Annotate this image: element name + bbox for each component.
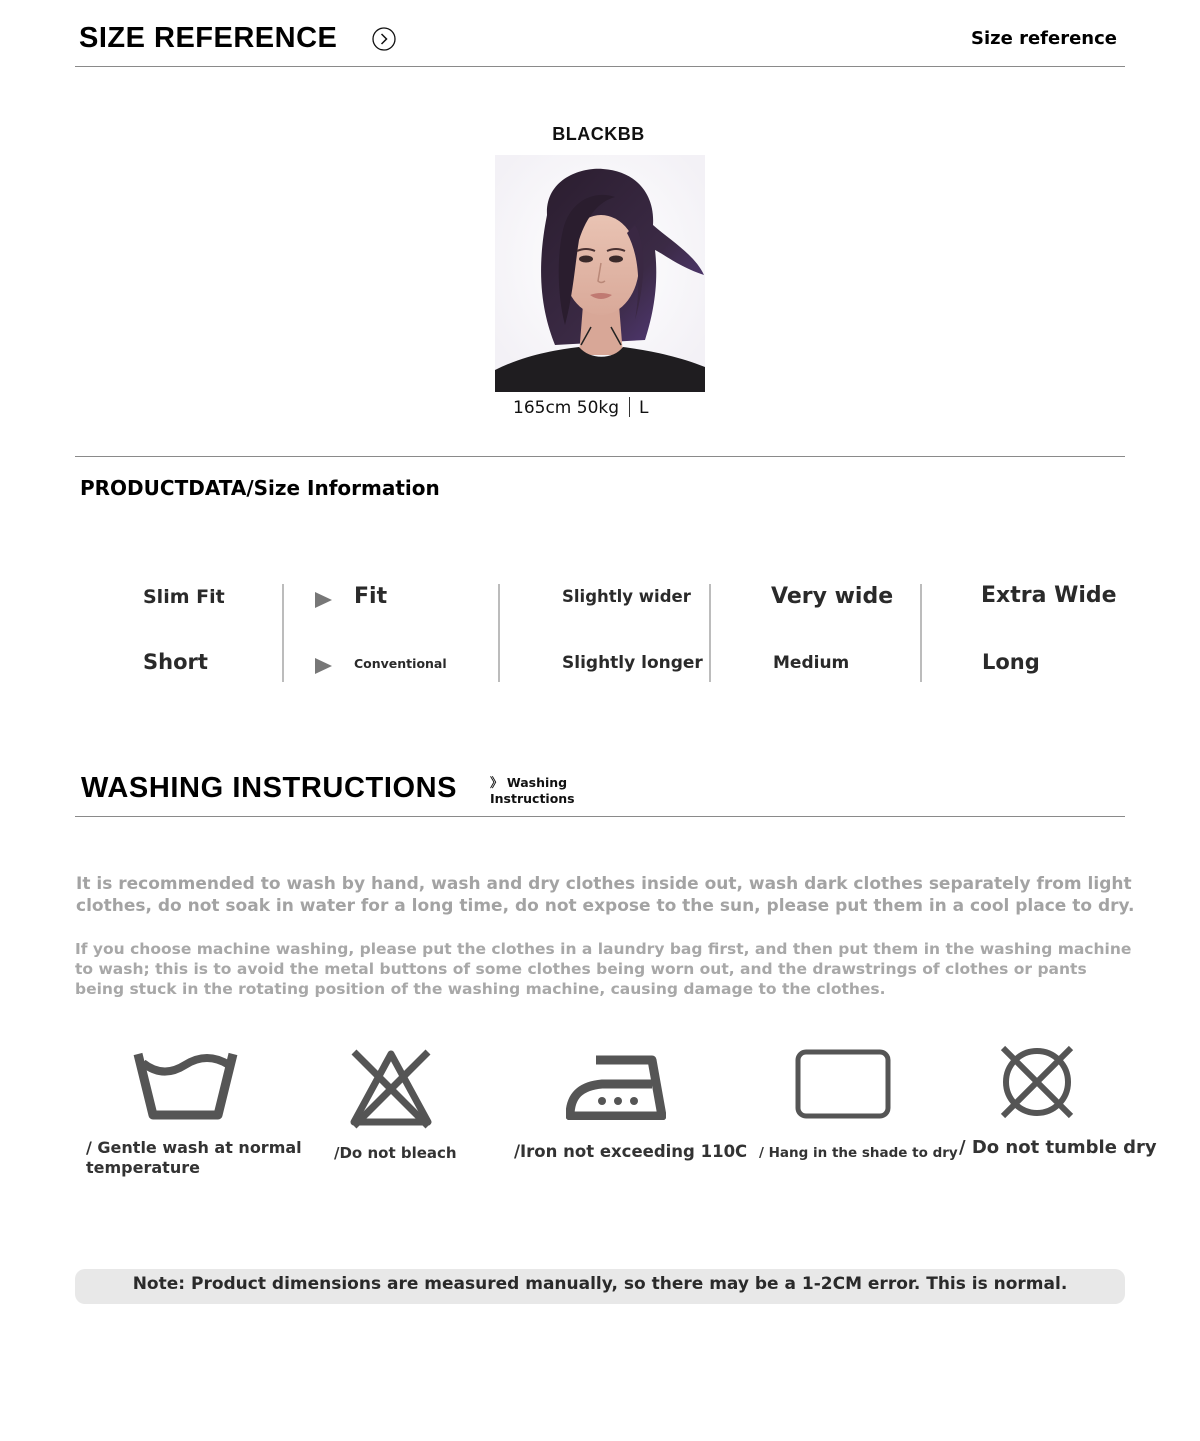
iron-icon	[566, 1052, 666, 1120]
fit-length-option: Medium	[773, 653, 850, 673]
chevron-right-circle-icon	[372, 27, 396, 51]
fit-width-option: Extra Wide	[981, 583, 1117, 608]
fit-width-option: Slightly wider	[562, 587, 691, 606]
washing-subtitle	[490, 775, 575, 807]
double-chevron-icon: 》	[490, 775, 503, 790]
brand-name: BLACKBB	[552, 124, 645, 144]
note-text: Note: Product dimensions are measured manually, so there may be a 1-2CM error. This is normal.	[132, 1274, 1068, 1294]
fit-length-option: Short	[143, 650, 208, 674]
fit-width-option: Slim Fit	[143, 586, 225, 608]
washing-paragraph-hand: It is recommended to wash by hand, wash and dry clothes inside out, wash dark clothes separately from light clothes, do not soak in water for a long time, do not expose to the sun, please put them in a cool place to dry.	[76, 874, 1135, 916]
model-height-weight: 165cm 50kg	[513, 398, 620, 418]
column-divider	[920, 584, 922, 682]
section-title-size-reference: SIZE REFERENCE	[79, 22, 338, 54]
washing-paragraph-machine: If you choose machine washing, please put the clothes in a laundry bag first, and then put them in the washing machine to wash; this is to avoid the metal buttons of some clothes being worn out, and the drawstrings of clothes or pants being stuck in the rotating position of the washing machine, causing damage to the clothes.	[75, 940, 1132, 998]
selected-triangle-icon	[315, 658, 332, 674]
fit-length-option: Slightly longer	[562, 653, 703, 673]
wash-tub-icon	[133, 1049, 238, 1121]
divider	[75, 66, 1125, 67]
fit-width-option: Very wide	[771, 584, 894, 609]
size-reference-label: Size reference	[971, 28, 1117, 49]
model-size: L	[639, 398, 649, 418]
fit-length-option-selected: Conventional	[354, 656, 447, 671]
no-bleach-icon	[348, 1046, 434, 1130]
hang-dry-icon	[795, 1049, 891, 1119]
column-divider	[709, 584, 711, 682]
separator	[629, 397, 630, 417]
model-photo	[495, 155, 705, 392]
care-label-line: temperature	[86, 1158, 200, 1177]
care-label-hang-dry: / Hang in the shade to dry	[759, 1145, 958, 1161]
product-data-title: PRODUCTDATA/Size Information	[80, 476, 440, 500]
care-label-no-bleach: /Do not bleach	[334, 1144, 457, 1162]
selected-triangle-icon	[315, 592, 332, 608]
care-label-no-tumble-dry: / Do not tumble dry	[959, 1137, 1157, 1158]
care-label-gentle-wash	[86, 1138, 302, 1178]
care-label-iron: /Iron not exceeding 110C	[514, 1142, 748, 1161]
washing-subtitle-line2: Instructions	[490, 791, 575, 806]
no-tumble-dry-icon	[998, 1043, 1076, 1121]
divider	[75, 816, 1125, 817]
care-label-line: / Gentle wash at normal	[86, 1138, 302, 1157]
section-title-washing: WASHING INSTRUCTIONS	[81, 772, 458, 804]
washing-subtitle-line1: Washing	[506, 775, 568, 790]
model-measurements	[513, 397, 649, 418]
divider	[75, 456, 1125, 457]
column-divider	[498, 584, 500, 682]
column-divider	[282, 584, 284, 682]
fit-width-option-selected: Fit	[354, 584, 388, 609]
fit-length-option: Long	[982, 650, 1040, 674]
